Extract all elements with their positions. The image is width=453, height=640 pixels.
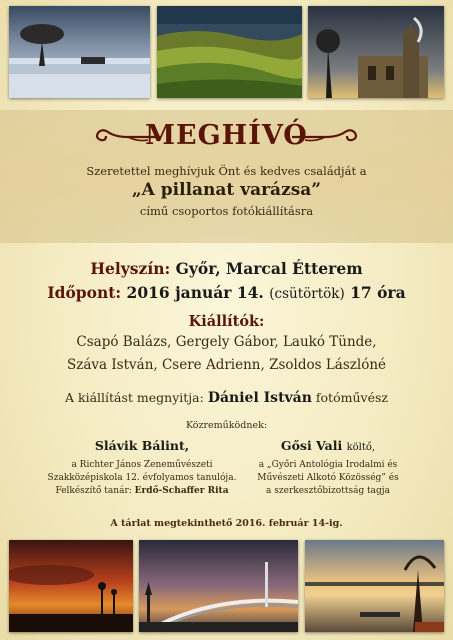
venue-label: Helyszín: [90,259,171,278]
opening-line [0,390,453,406]
bottom-photo-strip [0,540,453,632]
exhibition-title: „A pillanat varázsa” [131,180,322,200]
contributor-right [228,438,428,498]
date-line [0,283,453,302]
photo-bridge-dusk [139,540,298,632]
date-value: 2016 január 14. [126,283,264,302]
right-ornament-icon [290,126,360,148]
contributor-left-line-1: a Richter János Zeneművészeti [71,460,213,470]
title-area [0,118,453,158]
photo-lake-sunset [305,540,444,632]
exhibitors-heading: Kiállítók: [188,313,265,330]
contributor-right-line-1: a „Győri Antológia Irodalmi és [258,460,398,470]
page-title: MEGHÍVÓ [145,120,308,151]
top-photo-strip [0,6,453,98]
opening-prefix: A kiállítást megnyitja: [65,390,204,405]
contributor-left-name: Slávik Bálint, [94,438,190,453]
footer-note: A tárlat megtekinthető 2016. február 14-ig. [110,518,343,529]
contributor-right-line-2: Művészeti Alkotó Közösség” és [257,473,399,483]
date-time: 17 óra [350,283,406,302]
contributor-right-line-3: a szerkesztőbizottság tagja [266,486,390,496]
exhibition-subtitle: című csoportos fotókiállításra [139,204,314,218]
teacher-name: Erdő-Schaffer Rita [134,486,229,496]
exhibitors-line-2: Száva István, Csere Adrienn, Zsoldos Lászlóné [66,357,387,373]
contributors-heading: Közreműködnek: [185,420,268,431]
photo-tree-frozen-lake [9,6,150,98]
photo-ruined-church [308,6,444,98]
opening-name: Dániel István [207,390,312,406]
contributor-left [42,438,242,498]
photo-red-sunset [9,540,133,632]
contributor-right-name: Gősi Vali [280,438,343,453]
intro-text: Szeretettel meghívjuk Önt és kedves családját a [86,164,367,178]
exhibitors-line-1: Csapó Balázs, Gergely Gábor, Laukó Tünde, [76,334,377,350]
contributor-right-name-line [228,438,428,453]
date-day: (csütörtök) [269,286,345,302]
opening-role: fotóművész [315,390,388,405]
venue-value: Győr, Marcal Étterem [175,259,363,278]
contributor-right-role: költő, [346,442,376,453]
venue-line [0,259,453,278]
contributor-left-teacher [42,485,242,498]
date-label: Időpont: [47,283,122,302]
teacher-label: Felkészítő tanár: [55,486,132,496]
photo-rolling-hills [157,6,302,98]
contributor-left-line-2: Szakközépiskola 12. évfolyamos tanulója. [47,473,237,483]
